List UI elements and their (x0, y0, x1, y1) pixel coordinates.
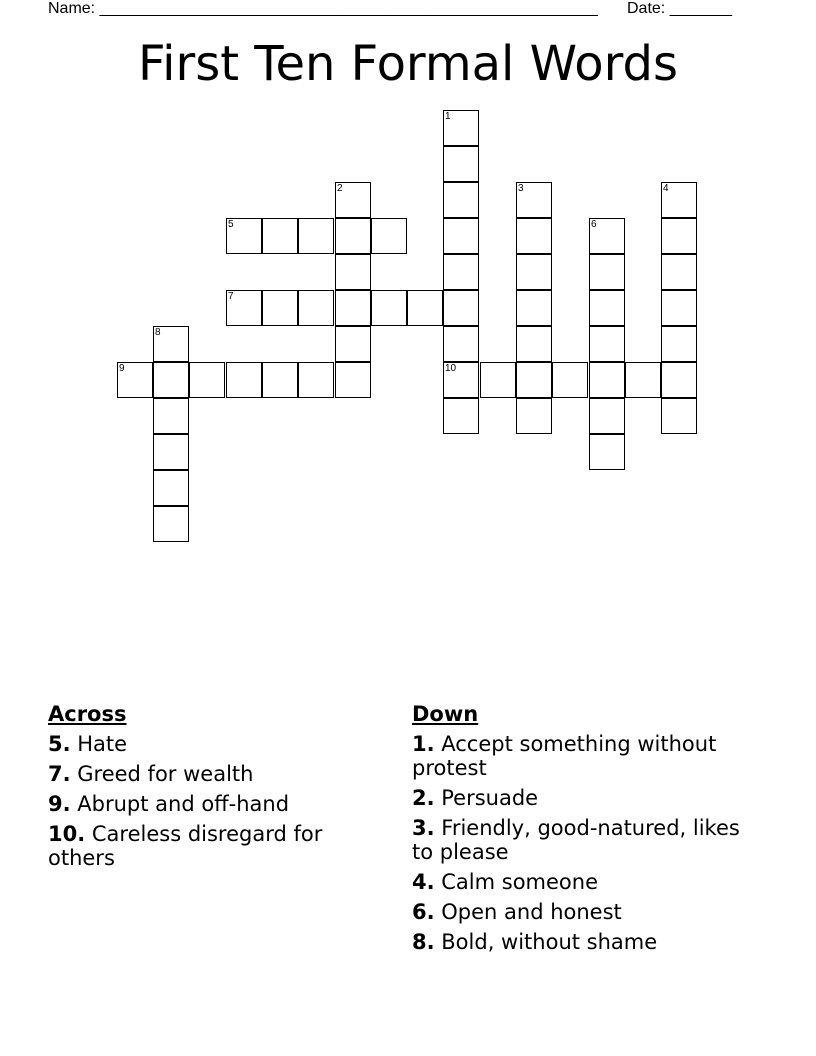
crossword-cell[interactable] (443, 146, 479, 182)
crossword-cell[interactable] (552, 362, 588, 398)
date-field-label: Date: _______ (627, 0, 732, 17)
crossword-cell[interactable] (262, 290, 298, 326)
crossword-cell[interactable] (661, 362, 697, 398)
down-clues (412, 702, 752, 960)
clue-text: Accept something without protest (412, 732, 717, 780)
crossword-cell[interactable] (661, 326, 697, 362)
crossword-cell[interactable] (335, 362, 371, 398)
down-clue (412, 900, 752, 924)
cell-number: 10 (445, 363, 457, 374)
crossword-cell[interactable] (589, 290, 625, 326)
down-clue (412, 870, 752, 894)
clue-number: 3. (412, 816, 435, 840)
across-clue (48, 732, 368, 756)
crossword-cell[interactable] (443, 290, 479, 326)
crossword-cell[interactable] (443, 218, 479, 254)
clue-text: Open and honest (434, 900, 622, 924)
crossword-cell[interactable] (516, 326, 552, 362)
crossword-cell[interactable] (407, 290, 443, 326)
name-field-label: Name: ________________________________________________________ (48, 0, 598, 17)
crossword-cell[interactable] (153, 506, 189, 542)
crossword-cell[interactable] (589, 362, 625, 398)
crossword-cell[interactable] (298, 290, 334, 326)
crossword-cell[interactable] (153, 362, 189, 398)
across-clue (48, 762, 368, 786)
down-clue (412, 816, 752, 864)
crossword-cell[interactable] (153, 434, 189, 470)
clue-text: Friendly, good-natured, likes to please (412, 816, 740, 864)
across-heading: Across (48, 702, 127, 726)
cell-number: 7 (228, 291, 234, 302)
across-clue (48, 822, 368, 870)
across-clue-list (48, 732, 368, 870)
crossword-cell[interactable] (443, 254, 479, 290)
crossword-cell[interactable] (661, 218, 697, 254)
crossword-cell[interactable] (262, 218, 298, 254)
crossword-cell[interactable] (371, 218, 407, 254)
cell-number: 2 (337, 183, 343, 194)
crossword-cell[interactable] (298, 362, 334, 398)
down-clue (412, 786, 752, 810)
crossword-cell[interactable] (516, 218, 552, 254)
crossword-cell[interactable] (589, 326, 625, 362)
crossword-cell[interactable] (625, 362, 661, 398)
crossword-cell[interactable] (443, 398, 479, 434)
clue-number: 6. (412, 900, 435, 924)
crossword-cell[interactable] (335, 326, 371, 362)
crossword-cell[interactable] (262, 362, 298, 398)
crossword-cell[interactable] (516, 290, 552, 326)
crossword-cell[interactable] (335, 254, 371, 290)
cell-number: 5 (228, 219, 234, 230)
clue-number: 8. (412, 930, 435, 954)
crossword-cell[interactable] (189, 362, 225, 398)
page-title: First Ten Formal Words (138, 36, 678, 92)
cell-number: 4 (663, 183, 669, 194)
clue-number: 4. (412, 870, 435, 894)
cell-number: 1 (445, 111, 451, 122)
crossword-cell[interactable] (661, 398, 697, 434)
crossword-cell[interactable] (443, 182, 479, 218)
crossword-cell[interactable] (589, 254, 625, 290)
cell-number: 6 (591, 219, 597, 230)
crossword-cell[interactable] (335, 290, 371, 326)
crossword-cell[interactable] (516, 254, 552, 290)
cell-number: 9 (119, 363, 125, 374)
clue-number: 2. (412, 786, 435, 810)
clue-text: Greed for wealth (70, 762, 254, 786)
down-clue (412, 930, 752, 954)
crossword-cell[interactable] (153, 398, 189, 434)
across-clues (48, 702, 368, 876)
clue-number: 10. (48, 822, 86, 846)
cell-number: 3 (518, 183, 524, 194)
crossword-cell[interactable] (443, 326, 479, 362)
crossword-cell[interactable] (589, 398, 625, 434)
cell-number: 8 (155, 327, 161, 338)
crossword-cell[interactable] (661, 254, 697, 290)
clue-text: Hate (70, 732, 128, 756)
crossword-cell[interactable] (480, 362, 516, 398)
clue-number: 1. (412, 732, 435, 756)
across-clue (48, 792, 368, 816)
crossword-cell[interactable] (298, 218, 334, 254)
crossword-cell[interactable] (226, 362, 262, 398)
clue-text: Persuade (434, 786, 539, 810)
down-clue-list (412, 732, 752, 954)
clue-text: Careless disregard for others (48, 822, 323, 870)
clue-number: 9. (48, 792, 71, 816)
clue-number: 7. (48, 762, 71, 786)
down-heading: Down (412, 702, 479, 726)
clue-text: Calm someone (434, 870, 599, 894)
crossword-cell[interactable] (516, 398, 552, 434)
crossword-cell[interactable] (589, 434, 625, 470)
crossword-cell[interactable] (516, 362, 552, 398)
clue-text: Bold, without shame (434, 930, 658, 954)
crossword-cell[interactable] (661, 290, 697, 326)
crossword-cell[interactable] (335, 218, 371, 254)
clue-text: Abrupt and off-hand (70, 792, 290, 816)
down-clue (412, 732, 752, 780)
crossword-cell[interactable] (153, 470, 189, 506)
crossword-cell[interactable] (371, 290, 407, 326)
clue-number: 5. (48, 732, 71, 756)
